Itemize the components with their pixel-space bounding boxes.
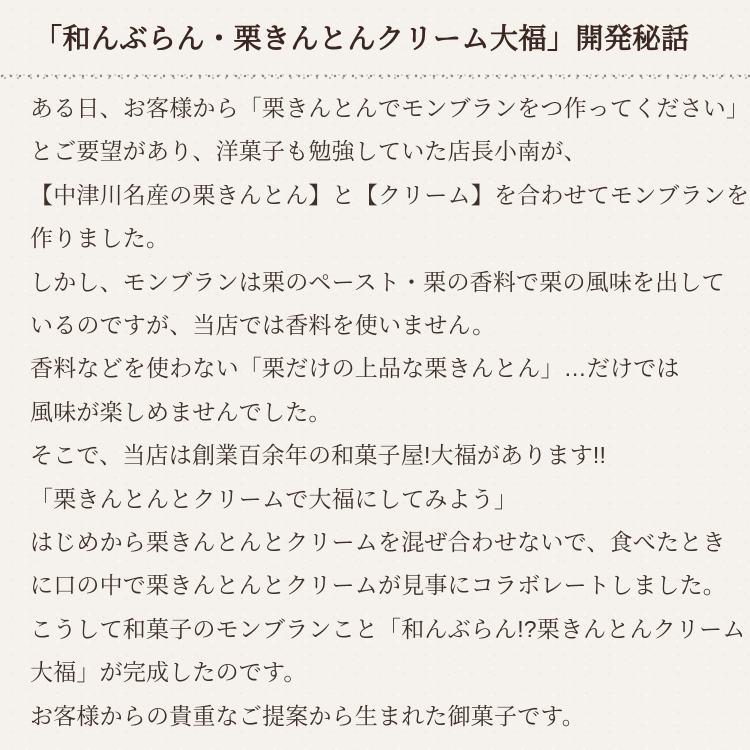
article-body bbox=[0, 87, 750, 738]
body-line: しかし、モンブランは栗のペースト・栗の香料で栗の風味を出して bbox=[30, 268, 725, 295]
body-line: 大福」が完成したのです。 bbox=[30, 659, 307, 686]
body-line: はじめから栗きんとんとクリームを混ぜ合わせないで、食べたとき bbox=[30, 529, 726, 556]
body-line: 「栗きんとんとクリームで大福にしてみよう」 bbox=[30, 485, 518, 512]
body-line: に口の中で栗きんとんとクリームが見事にコラボレートしました。 bbox=[30, 572, 726, 599]
page-title: 「和んぶらん・栗きんとんクリーム大福」開発秘話 bbox=[34, 23, 690, 54]
body-line: 作りました。 bbox=[30, 225, 170, 252]
body-line: いるのですが、当店では香料を使いません。 bbox=[30, 312, 496, 339]
body-line: 香料などを使わない「栗だけの上品な栗きんとん」…だけでは bbox=[30, 355, 680, 382]
body-line: とご要望があり、洋菓子も勉強していた店長小南が、 bbox=[30, 138, 587, 165]
body-line: 風味が楽しめませんでした。 bbox=[30, 398, 332, 425]
body-line: 【中津川名産の栗きんとん】と【クリーム】を合わせてモンブランを bbox=[30, 181, 750, 208]
stitched-divider bbox=[0, 73, 750, 80]
body-line: お客様からの貴重なご提案から生まれた御菓子です。 bbox=[30, 702, 585, 729]
body-line: そこで、当店は創業百余年の和菓子屋!大福があります!! bbox=[30, 442, 607, 469]
body-line: こうして和菓子のモンブランこと「和んぶらん!?栗きんとんクリーム bbox=[30, 615, 746, 642]
body-line: ある日、お客様から「栗きんとんでモンブランをつ作ってください」 bbox=[30, 95, 750, 121]
